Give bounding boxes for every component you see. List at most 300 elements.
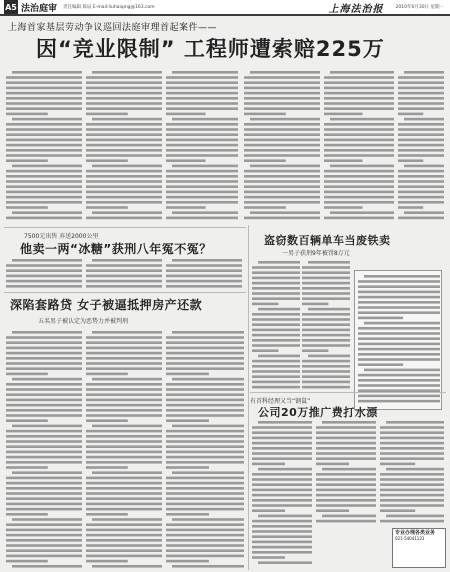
text-line [6,544,82,547]
text-line [398,87,444,90]
text-line [166,206,206,209]
text-line [166,139,238,142]
text-line [252,266,300,269]
advert-phone: 021-54041121 [395,536,425,541]
text-line [6,435,82,438]
text-line [252,546,312,549]
text-line [166,185,238,188]
text-line [324,76,394,79]
text-line [324,113,363,116]
text-line [166,107,238,110]
text-line [252,292,300,295]
text-line [398,81,444,84]
text-line [166,357,244,360]
text-line [86,357,162,360]
text-line [244,144,320,147]
text-line [6,560,48,563]
text-line [330,118,394,121]
text-line [6,388,82,391]
text-line [6,362,82,365]
text-line [6,404,82,407]
text-line [86,549,162,552]
text-line [398,139,444,142]
story4-column-1 [252,260,300,390]
text-line [6,497,82,500]
text-line [166,399,244,402]
divider [4,292,246,293]
text-line [86,430,162,433]
text-line [166,123,238,126]
text-line [252,329,300,332]
text-line [6,430,82,433]
section-name: 法治庭审 [21,3,58,14]
text-line [6,128,82,131]
text-line [244,180,320,183]
text-line [252,447,312,450]
text-line [316,442,376,445]
text-line [6,419,48,422]
text-line [6,170,82,173]
text-line [86,175,162,178]
text-line [86,196,162,199]
text-line [86,285,162,288]
text-line [166,508,244,511]
text-line [316,489,376,492]
advert-title: 专业办理各类业务 [395,530,436,536]
text-line [86,503,162,506]
text-line [86,201,162,204]
text-line [86,206,128,209]
text-line [398,185,444,188]
text-line [166,451,244,454]
text-line [316,452,376,455]
text-line [92,331,162,334]
lead-headline: 因“竞业限制” 工程师遭索赔225万 [36,37,385,61]
text-line [250,71,320,74]
text-line [6,409,82,412]
text-line [86,497,162,500]
text-line [244,81,320,84]
text-line [6,466,48,469]
text-line [86,144,162,147]
text-line [166,336,244,339]
text-line [6,513,48,516]
text-line [244,97,320,100]
text-line [6,383,82,386]
text-line [252,457,312,460]
text-line [358,358,440,361]
text-line [316,437,376,440]
text-line [358,285,440,288]
text-line [404,211,444,214]
story2-column-3 [166,258,242,290]
text-line [324,81,394,84]
lead-column-2 [86,70,162,222]
text-line [324,123,394,126]
text-line [166,180,238,183]
text-line [86,275,162,278]
text-line [302,375,350,378]
text-line [358,363,403,366]
text-line [86,159,128,162]
text-line [244,201,320,204]
text-line [166,102,238,105]
story2-headline: 他卖一两“冰糖”获刑八年冤不冤？ [20,242,212,256]
text-line [252,349,278,352]
text-line [86,123,162,126]
text-line [6,113,48,116]
text-line [6,503,82,506]
text-line [380,437,444,440]
text-line [358,384,440,387]
text-line [6,414,82,417]
text-line [358,317,403,320]
text-line [380,509,415,512]
text-line [172,211,238,214]
story4-headline: 盗窃数百辆单车当废铁卖 [264,234,391,247]
text-line [166,539,244,542]
text-line [330,211,394,214]
text-line [6,107,82,110]
text-line [244,102,320,105]
text-line [86,487,162,490]
text-line [6,367,82,370]
text-line [398,191,444,194]
text-line [166,362,244,365]
text-line [166,347,244,350]
text-line [172,425,244,428]
text-line [244,113,286,116]
text-line [302,266,350,269]
body-text-lines [166,330,244,568]
divider [250,392,446,393]
text-line [172,71,238,74]
text-line [316,478,376,481]
text-line [92,165,162,168]
text-line [324,133,394,136]
text-line [86,492,162,495]
divider-vertical [248,225,249,570]
text-line [12,71,82,74]
sidebar-box [354,270,442,410]
text-line [86,217,162,220]
text-line [166,285,242,288]
body-text-lines [166,70,238,222]
body-text-lines [86,258,162,290]
body-text-lines [6,258,82,290]
text-line [172,518,244,521]
text-line [358,280,440,283]
story4-column-2 [302,260,350,390]
text-line [86,383,162,386]
text-line [86,264,162,267]
text-line [380,483,444,486]
text-line [358,395,440,398]
text-line [358,400,440,403]
text-line [358,332,440,335]
text-line [358,337,440,340]
text-line [324,201,394,204]
text-line [244,128,320,131]
text-line [6,175,82,178]
text-line [166,81,238,84]
text-line [166,404,244,407]
lead-column-1 [6,70,82,222]
advert-box [392,528,446,568]
text-line [92,118,162,121]
text-line [86,508,162,511]
text-line [358,348,440,351]
text-line [324,170,394,173]
text-line [86,373,128,376]
text-line [302,282,350,285]
text-line [302,349,328,352]
text-line [86,440,162,443]
text-line [308,261,350,264]
text-line [86,461,162,464]
text-line [252,473,312,476]
text-line [244,196,320,199]
text-line [398,206,423,209]
text-line [6,347,82,350]
text-line [166,201,238,204]
text-line [166,275,242,278]
text-line [398,159,423,162]
text-line [6,196,82,199]
text-line [166,87,238,90]
story4-deck: 一男子获刑9年被罚8万元 [282,250,350,257]
text-line [166,430,244,433]
text-line [166,560,209,563]
text-line [6,357,82,360]
text-line [324,144,394,147]
text-line [86,445,162,448]
text-line [386,421,444,424]
text-line [166,217,238,220]
text-line [316,457,376,460]
text-line [316,520,376,523]
text-line [316,483,376,486]
text-line [398,180,444,183]
text-line [358,379,440,382]
text-line [6,264,82,267]
body-text-lines [6,330,82,568]
text-line [324,102,394,105]
text-line [92,71,162,74]
text-line [252,360,300,363]
text-line [302,360,350,363]
text-line [398,196,444,199]
text-line [380,442,444,445]
story3-column-2 [86,330,162,568]
text-line [86,97,162,100]
text-line [244,175,320,178]
text-line [6,76,82,79]
text-line [324,128,394,131]
text-line [252,318,300,321]
text-line [324,107,394,110]
text-line [166,383,244,386]
text-line [358,353,440,356]
text-line [6,269,82,272]
text-line [6,373,48,376]
text-line [252,370,300,373]
text-line [166,264,242,267]
text-line [86,185,162,188]
text-line [316,494,376,497]
text-line [380,494,444,497]
text-line [12,378,82,381]
text-line [92,211,162,214]
text-line [86,388,162,391]
text-line [86,399,162,402]
text-line [12,211,82,214]
text-line [398,133,444,136]
text-line [86,523,162,526]
text-line [252,483,312,486]
text-line [172,118,238,121]
text-line [86,76,162,79]
text-line [6,539,82,542]
text-line [252,277,300,280]
text-line [12,565,82,568]
text-line [380,426,444,429]
lead-column-4 [244,70,320,222]
text-line [302,271,350,274]
text-line [380,489,444,492]
text-line [86,513,128,516]
text-line [358,374,440,377]
text-line [6,275,82,278]
body-text-lines [324,70,394,222]
text-line [252,386,300,389]
text-line [166,133,238,136]
text-line [324,180,394,183]
text-line [252,489,312,492]
text-line [252,339,300,342]
text-line [302,381,350,384]
text-line [324,191,394,194]
body-text-lines [302,260,350,390]
text-line [172,378,244,381]
text-line [86,362,162,365]
text-line [364,275,440,278]
text-line [86,539,162,542]
text-line [404,165,444,168]
text-line [6,87,82,90]
text-line [6,549,82,552]
text-line [404,118,444,121]
story2-deck: 7500元出售 弃送2000公里 [24,233,99,240]
text-line [252,426,312,429]
text-line [6,217,82,220]
text-line [6,201,82,204]
issue-date: 2010年6月30日 星期一 [395,5,444,10]
text-line [302,287,350,290]
text-line [6,123,82,126]
text-line [244,170,320,173]
text-line [86,128,162,131]
text-line [380,478,444,481]
text-line [86,81,162,84]
text-line [6,133,82,136]
body-text-lines [166,258,242,290]
text-line [12,471,82,474]
text-line [166,497,244,500]
text-line [244,191,320,194]
text-line [258,561,312,564]
text-line [12,331,82,334]
text-line [324,154,394,157]
text-line [166,154,238,157]
text-line [86,133,162,136]
text-line [302,370,350,373]
story5-column-1 [252,420,312,568]
text-line [86,191,162,194]
text-line [252,313,300,316]
text-line [166,352,244,355]
text-line [86,341,162,344]
text-line [252,381,300,384]
lead-column-5 [324,70,394,222]
text-line [244,149,320,152]
text-line [86,409,162,412]
text-line [166,280,242,283]
text-line [252,334,300,337]
text-line [316,509,349,512]
text-line [86,170,162,173]
text-line [166,477,244,480]
text-line [324,87,394,90]
text-line [244,217,320,220]
text-line [6,487,82,490]
text-line [386,515,444,518]
text-line [6,534,82,537]
text-line [92,518,162,521]
text-line [252,282,300,285]
text-line [86,280,162,283]
text-line [166,435,244,438]
text-line [6,285,82,288]
text-line [86,92,162,95]
text-line [252,297,300,300]
text-line [252,520,312,523]
text-line [258,355,300,358]
text-line [358,296,440,299]
text-line [358,301,440,304]
text-line [172,565,244,568]
text-line [302,277,350,280]
text-line [302,323,350,326]
text-line [6,154,82,157]
text-line [252,551,312,554]
text-line [398,76,444,79]
text-line [166,393,244,396]
text-line [6,445,82,448]
sidebar-text [358,274,440,408]
text-line [398,92,444,95]
text-line [6,529,82,532]
story2-column-2 [86,258,162,290]
text-line [12,518,82,521]
text-line [166,419,209,422]
text-line [358,291,440,294]
body-text-lines [380,420,444,526]
text-line [398,154,444,157]
text-line [86,456,162,459]
text-line [12,165,82,168]
text-line [166,492,244,495]
